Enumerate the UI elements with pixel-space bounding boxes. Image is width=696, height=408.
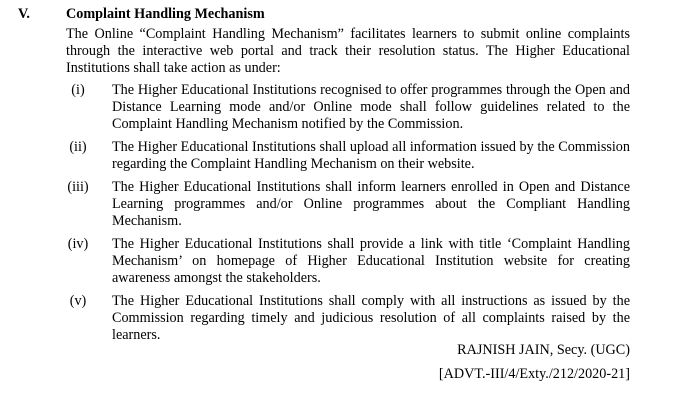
advertisement-reference: [ADVT.-III/4/Exty./212/2020-21] [438,366,630,382]
item-text: The Higher Educational Institutions shall provide a link with title ‘Complaint Handling Mechanism’ on homepage of Higher Educational Institution website for creating awareness amongst the stakeholders. [112,236,630,286]
list-item [0,139,696,173]
item-list [0,82,696,350]
item-text: The Higher Educational Institutions recognised to offer programmes through the Open and Distance Learning mode and/or Online mode shall follow guidelines related to the Complaint Handling Mechanism notified by the Commission. [112,82,630,132]
item-text: The Higher Educational Institutions shall upload all information issued by the Commission regarding the Complaint Handling Mechanism on their website. [112,139,630,172]
list-item [0,293,696,344]
signature: RAJNISH JAIN, Secy. (UGC) [457,342,630,358]
item-number: (ii) [69,139,87,155]
item-number: (iv) [67,236,89,252]
item-number: (iii) [67,179,89,195]
section-intro: The Online “Complaint Handling Mechanism” facilitates learners to submit online complaints through the interactive web portal and track their resolution status. The Higher Educational Institutions shall take action as under: [66,26,630,76]
item-text: The Higher Educational Institutions shall inform learners enrolled in Open and Distance Learning programmes and/or Online programmes about the Compliant Handling Mechanism. [112,179,630,229]
item-number: (v) [69,293,87,309]
section-number: V. [18,6,30,22]
item-number: (i) [71,82,85,98]
list-item [0,236,696,287]
list-item [0,82,696,133]
list-item [0,179,696,230]
item-text: The Higher Educational Institutions shall comply with all instructions as issued by the Commission regarding timely and judicious resolution of all complaints raised by the learners. [112,293,630,343]
section-title: Complaint Handling Mechanism [66,6,265,22]
